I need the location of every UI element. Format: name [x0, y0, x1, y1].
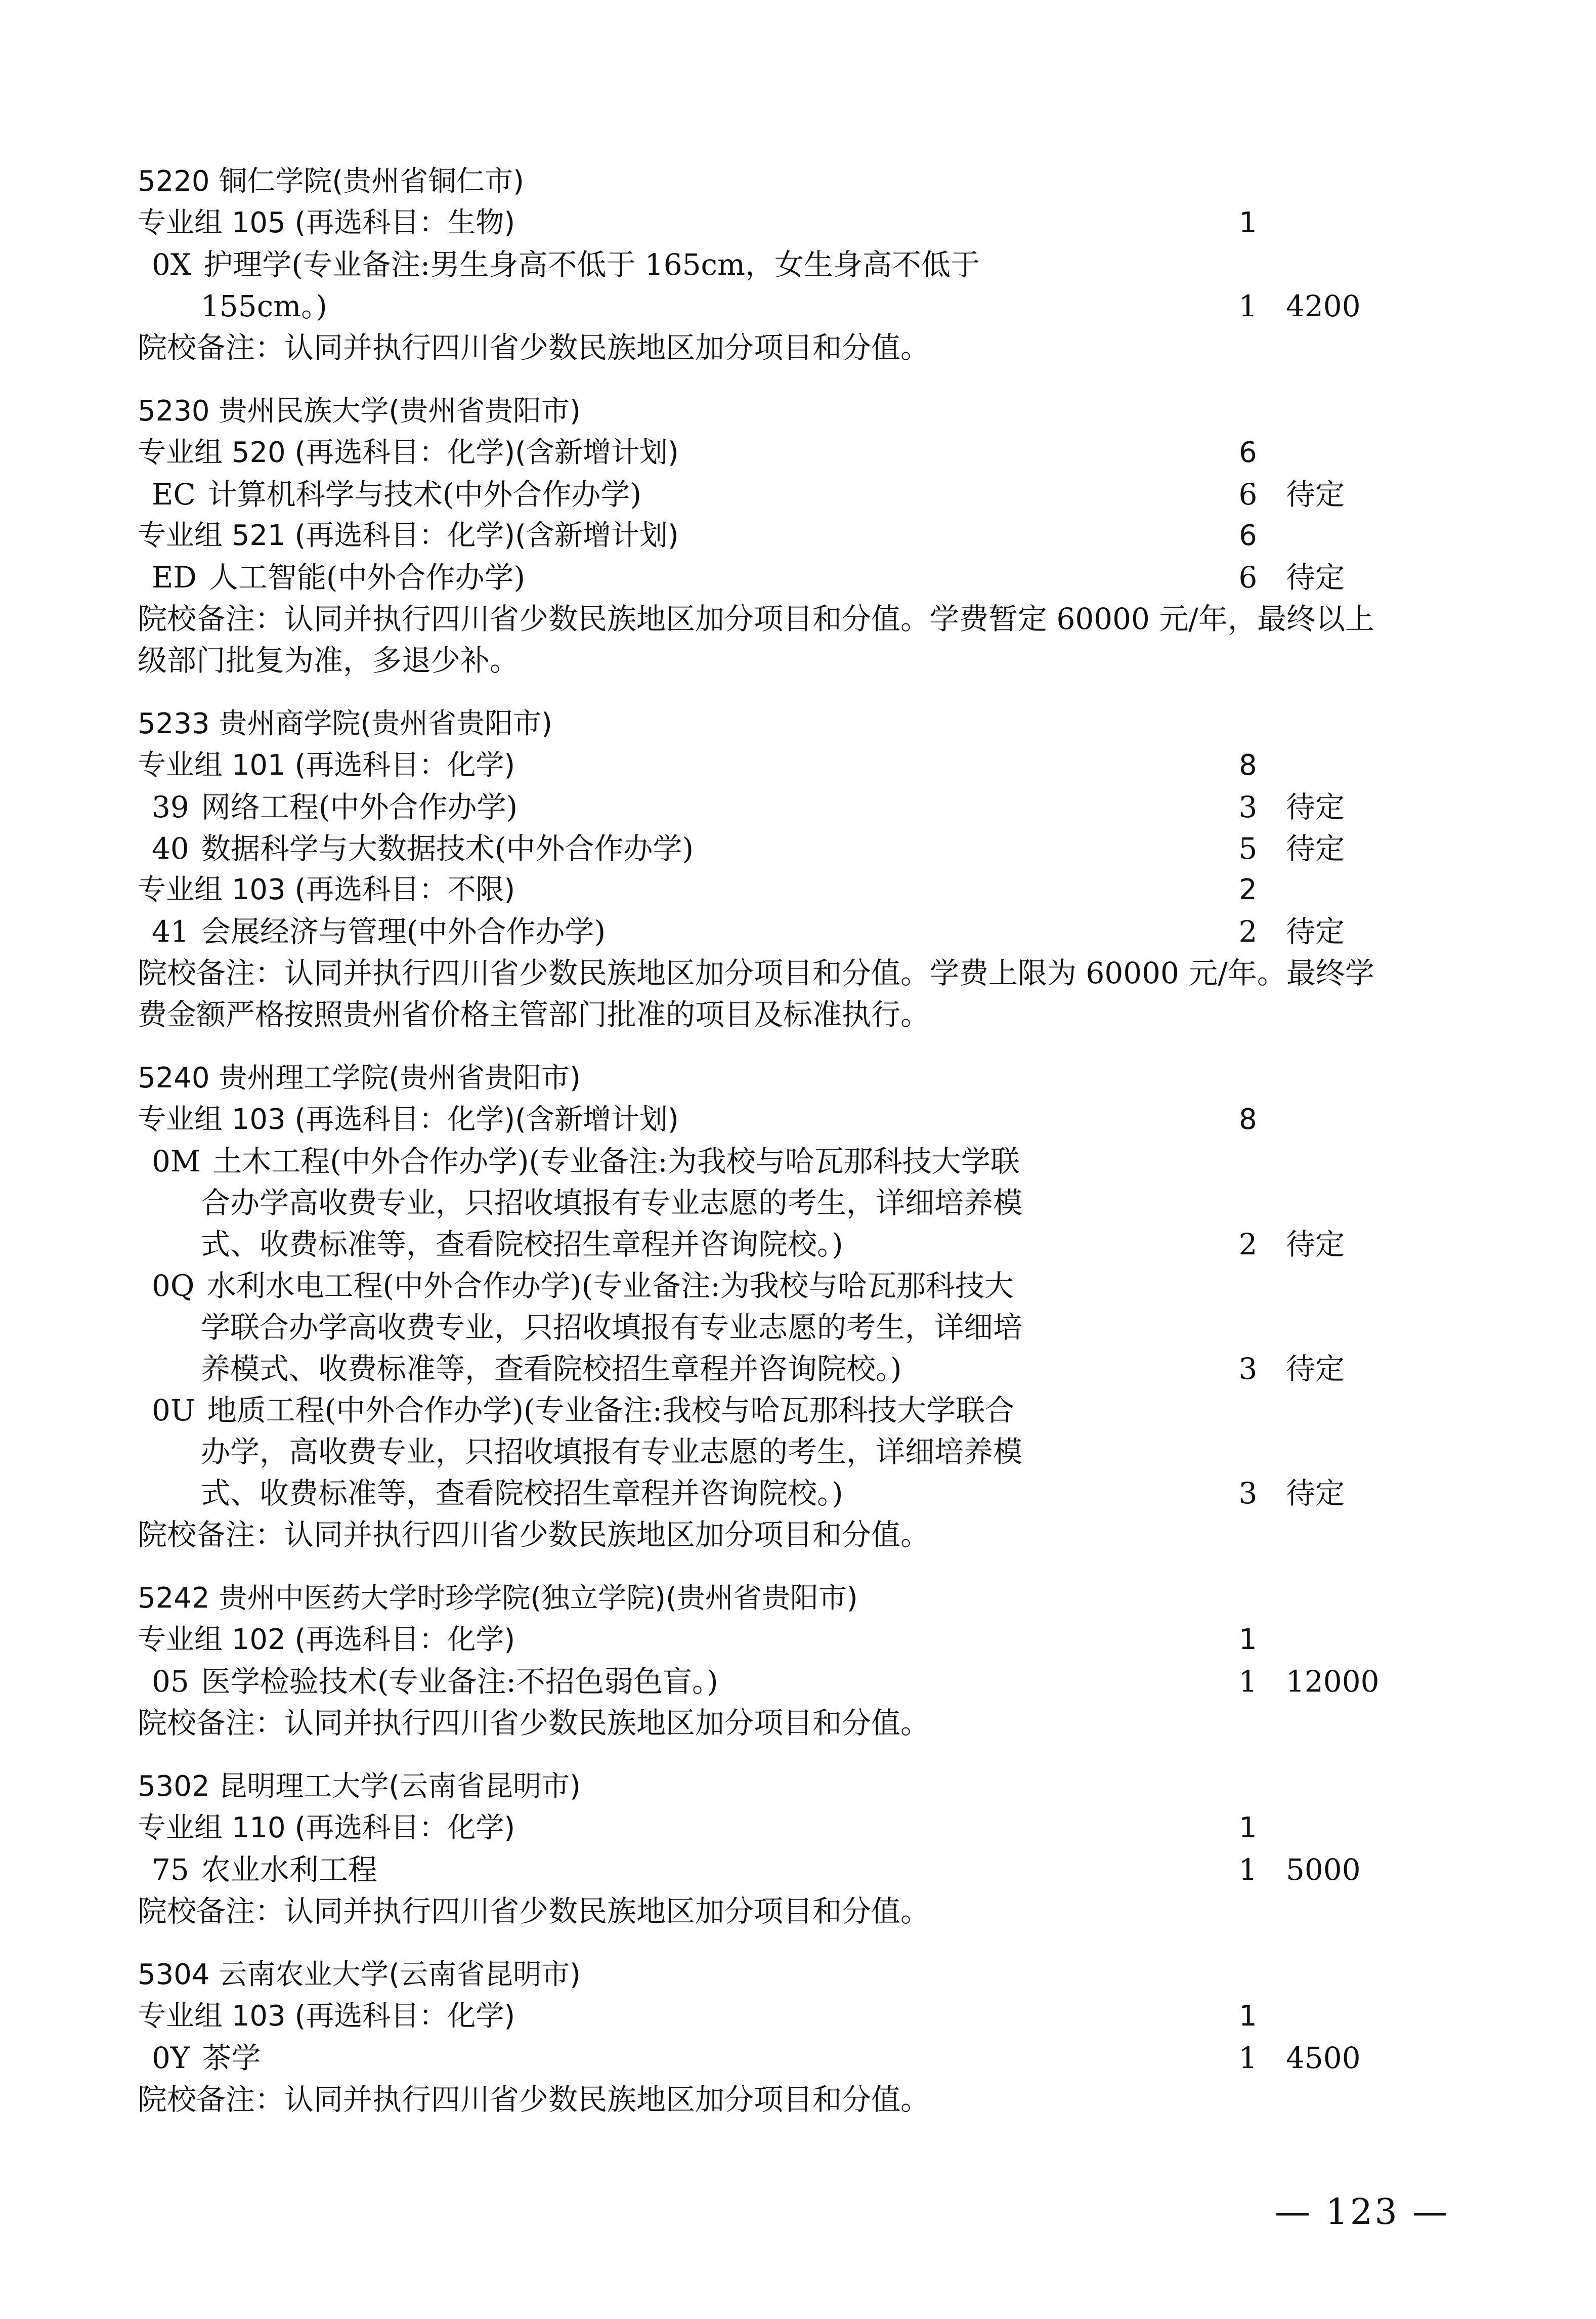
major-text: 计算机科学与技术(中外合作办学)	[207, 477, 641, 512]
major-text: 土木工程(中外合作办学)(专业备注:为我校与哈瓦那科技大学联	[212, 1144, 1020, 1178]
major-count: 3	[1238, 1476, 1258, 1510]
group-count: 1	[1239, 1811, 1257, 1844]
major-line	[138, 1182, 1473, 1224]
page-content	[138, 161, 1473, 2142]
group-count: 1	[1239, 1623, 1257, 1656]
major-text: 学联合办学高收费专业，只招收填报有专业志愿的考生，详细培	[201, 1310, 1023, 1344]
major-text: 合办学高收费专业，只招收填报有专业志愿的考生，详细培养模	[201, 1186, 1023, 1220]
major-code: 75	[152, 1852, 189, 1887]
major-line	[138, 1306, 1473, 1348]
group-label: 专业组 103 (再选科目：化学)	[138, 2000, 515, 2033]
school-note: 院校备注：认同并执行四川省少数民族地区加分项目和分值。	[138, 330, 930, 365]
school-block	[138, 1058, 1473, 1555]
school-title: 5302 昆明理工大学(云南省昆明市)	[138, 1770, 581, 1803]
school-note: 费金额严格按照贵州省价格主管部门批准的项目及标准执行。	[138, 997, 930, 1032]
major-fee: 待定	[1286, 914, 1345, 949]
school-block	[138, 161, 1473, 368]
major-fee: 待定	[1286, 831, 1345, 866]
group-count: 6	[1239, 519, 1257, 552]
major-count: 1	[1238, 1852, 1258, 1887]
group-label: 专业组 110 (再选科目：化学)	[138, 1811, 515, 1844]
major-text: 养模式、收费标准等，查看院校招生章程并咨询院校。)	[201, 1352, 902, 1386]
group-header	[138, 1807, 1473, 1849]
major-fee: 待定	[1286, 1227, 1345, 1261]
school-note: 院校备注：认同并执行四川省少数民族地区加分项目和分值。学费暂定 60000 元/年，最终以上	[138, 602, 1374, 636]
major-fee: 12000	[1286, 1664, 1379, 1699]
major-count: 1	[1238, 289, 1258, 323]
school-note: 院校备注：认同并执行四川省少数民族地区加分项目和分值。	[138, 1706, 930, 1740]
school-note: 级部门批复为准，多退少补。	[138, 643, 520, 678]
major-code: ED	[152, 560, 197, 595]
major-text: 人工智能(中外合作办学)	[208, 560, 526, 595]
major-line	[138, 1849, 1473, 1890]
school-note: 院校备注：认同并执行四川省少数民族地区加分项目和分值。	[138, 1517, 930, 1552]
major-line	[138, 1472, 1473, 1514]
major-line	[138, 244, 1473, 285]
school-note: 院校备注：认同并执行四川省少数民族地区加分项目和分值。学费上限为 60000 元/年。最终学	[138, 956, 1374, 990]
page-number: — 123 —	[1275, 2191, 1450, 2232]
major-fee: 待定	[1286, 477, 1345, 512]
group-label: 专业组 101 (再选科目：化学)	[138, 749, 515, 782]
group-header	[138, 432, 1473, 474]
major-text: 155cm。)	[201, 289, 327, 323]
major-line	[138, 1224, 1473, 1265]
major-code: 0X	[152, 247, 192, 282]
group-header	[138, 1619, 1473, 1661]
group-count: 1	[1239, 206, 1257, 239]
group-header	[138, 745, 1473, 786]
major-fee: 待定	[1286, 1476, 1345, 1510]
school-title: 5240 贵州理工学院(贵州省贵阳市)	[138, 1062, 581, 1094]
major-fee: 5000	[1286, 1852, 1361, 1887]
major-count: 2	[1238, 1227, 1258, 1261]
major-code: 40	[152, 831, 189, 866]
major-count: 3	[1238, 1352, 1258, 1386]
school-note: 院校备注：认同并执行四川省少数民族地区加分项目和分值。	[138, 2082, 930, 2117]
school-block	[138, 1954, 1473, 2120]
group-label: 专业组 103 (再选科目：化学)(含新增计划)	[138, 1103, 679, 1136]
group-count: 6	[1239, 436, 1257, 469]
major-count: 1	[1238, 2041, 1258, 2075]
major-code: 41	[152, 914, 189, 949]
school-block	[138, 1766, 1473, 1932]
major-code: EC	[152, 477, 196, 512]
school-block	[138, 1578, 1473, 1744]
major-fee: 4200	[1286, 289, 1361, 323]
major-fee: 待定	[1286, 1352, 1345, 1386]
major-text: 会展经济与管理(中外合作办学)	[201, 914, 606, 949]
group-header	[138, 515, 1473, 557]
major-text: 数据科学与大数据技术(中外合作办学)	[201, 831, 694, 866]
group-label: 专业组 520 (再选科目：化学)(含新增计划)	[138, 436, 679, 469]
group-header	[138, 1099, 1473, 1141]
school-block	[138, 703, 1473, 1035]
school-block	[138, 391, 1473, 681]
major-line	[138, 474, 1473, 515]
major-text: 办学，高收费专业，只招收填报有专业志愿的考生，详细培养模	[201, 1435, 1023, 1469]
group-label: 专业组 105 (再选科目：生物)	[138, 206, 515, 239]
major-line	[138, 285, 1473, 327]
major-line	[138, 1389, 1473, 1431]
major-fee: 待定	[1286, 790, 1345, 824]
major-count: 1	[1238, 1664, 1258, 1699]
major-line	[138, 2037, 1473, 2079]
group-label: 专业组 103 (再选科目：不限)	[138, 873, 515, 906]
major-line	[138, 1265, 1473, 1306]
school-note: 院校备注：认同并执行四川省少数民族地区加分项目和分值。	[138, 1894, 930, 1928]
major-code: 0Y	[152, 2041, 190, 2075]
group-label: 专业组 521 (再选科目：化学)(含新增计划)	[138, 519, 679, 552]
major-code: 0M	[152, 1144, 201, 1178]
major-fee: 待定	[1286, 560, 1345, 595]
major-count: 6	[1238, 560, 1258, 595]
major-line	[138, 1661, 1473, 1702]
group-header	[138, 869, 1473, 911]
major-text: 农业水利工程	[201, 1852, 377, 1887]
major-line	[138, 1348, 1473, 1389]
major-code: 0U	[152, 1393, 195, 1427]
group-count: 8	[1239, 1103, 1257, 1136]
group-label: 专业组 102 (再选科目：化学)	[138, 1623, 515, 1656]
major-count: 5	[1238, 831, 1258, 866]
school-title: 5233 贵州商学院(贵州省贵阳市)	[138, 707, 553, 740]
major-text: 网络工程(中外合作办学)	[201, 790, 518, 824]
major-line	[138, 911, 1473, 952]
major-text: 茶学	[202, 2041, 261, 2075]
major-count: 6	[1238, 477, 1258, 512]
school-title: 5242 贵州中医药大学时珍学院(独立学院)(贵州省贵阳市)	[138, 1582, 858, 1615]
group-count: 8	[1239, 749, 1257, 782]
school-title: 5220 铜仁学院(贵州省铜仁市)	[138, 165, 525, 198]
school-title: 5230 贵州民族大学(贵州省贵阳市)	[138, 395, 581, 428]
major-text: 式、收费标准等，查看院校招生章程并咨询院校。)	[201, 1476, 843, 1510]
major-line	[138, 786, 1473, 828]
major-line	[138, 557, 1473, 598]
major-text: 式、收费标准等，查看院校招生章程并咨询院校。)	[201, 1227, 843, 1261]
major-text: 护理学(专业备注:男生身高不低于 165cm，女生身高不低于	[203, 247, 980, 282]
major-code: 39	[152, 790, 189, 824]
major-count: 3	[1238, 790, 1258, 824]
major-line	[138, 1431, 1473, 1472]
major-line	[138, 1141, 1473, 1182]
group-header	[138, 1996, 1473, 2037]
group-count: 2	[1239, 873, 1257, 906]
school-title: 5304 云南农业大学(云南省昆明市)	[138, 1958, 581, 1991]
major-fee: 4500	[1286, 2041, 1361, 2075]
major-text: 医学检验技术(专业备注:不招色弱色盲。)	[201, 1664, 718, 1699]
group-count: 1	[1239, 2000, 1257, 2033]
major-count: 2	[1238, 914, 1258, 949]
major-text: 地质工程(中外合作办学)(专业备注:我校与哈瓦那科技大学联合	[207, 1393, 1015, 1427]
major-code: 05	[152, 1664, 189, 1699]
major-text: 水利水电工程(中外合作办学)(专业备注:为我校与哈瓦那科技大	[206, 1269, 1014, 1303]
major-line	[138, 828, 1473, 869]
group-header	[138, 202, 1473, 244]
major-code: 0Q	[152, 1269, 195, 1303]
